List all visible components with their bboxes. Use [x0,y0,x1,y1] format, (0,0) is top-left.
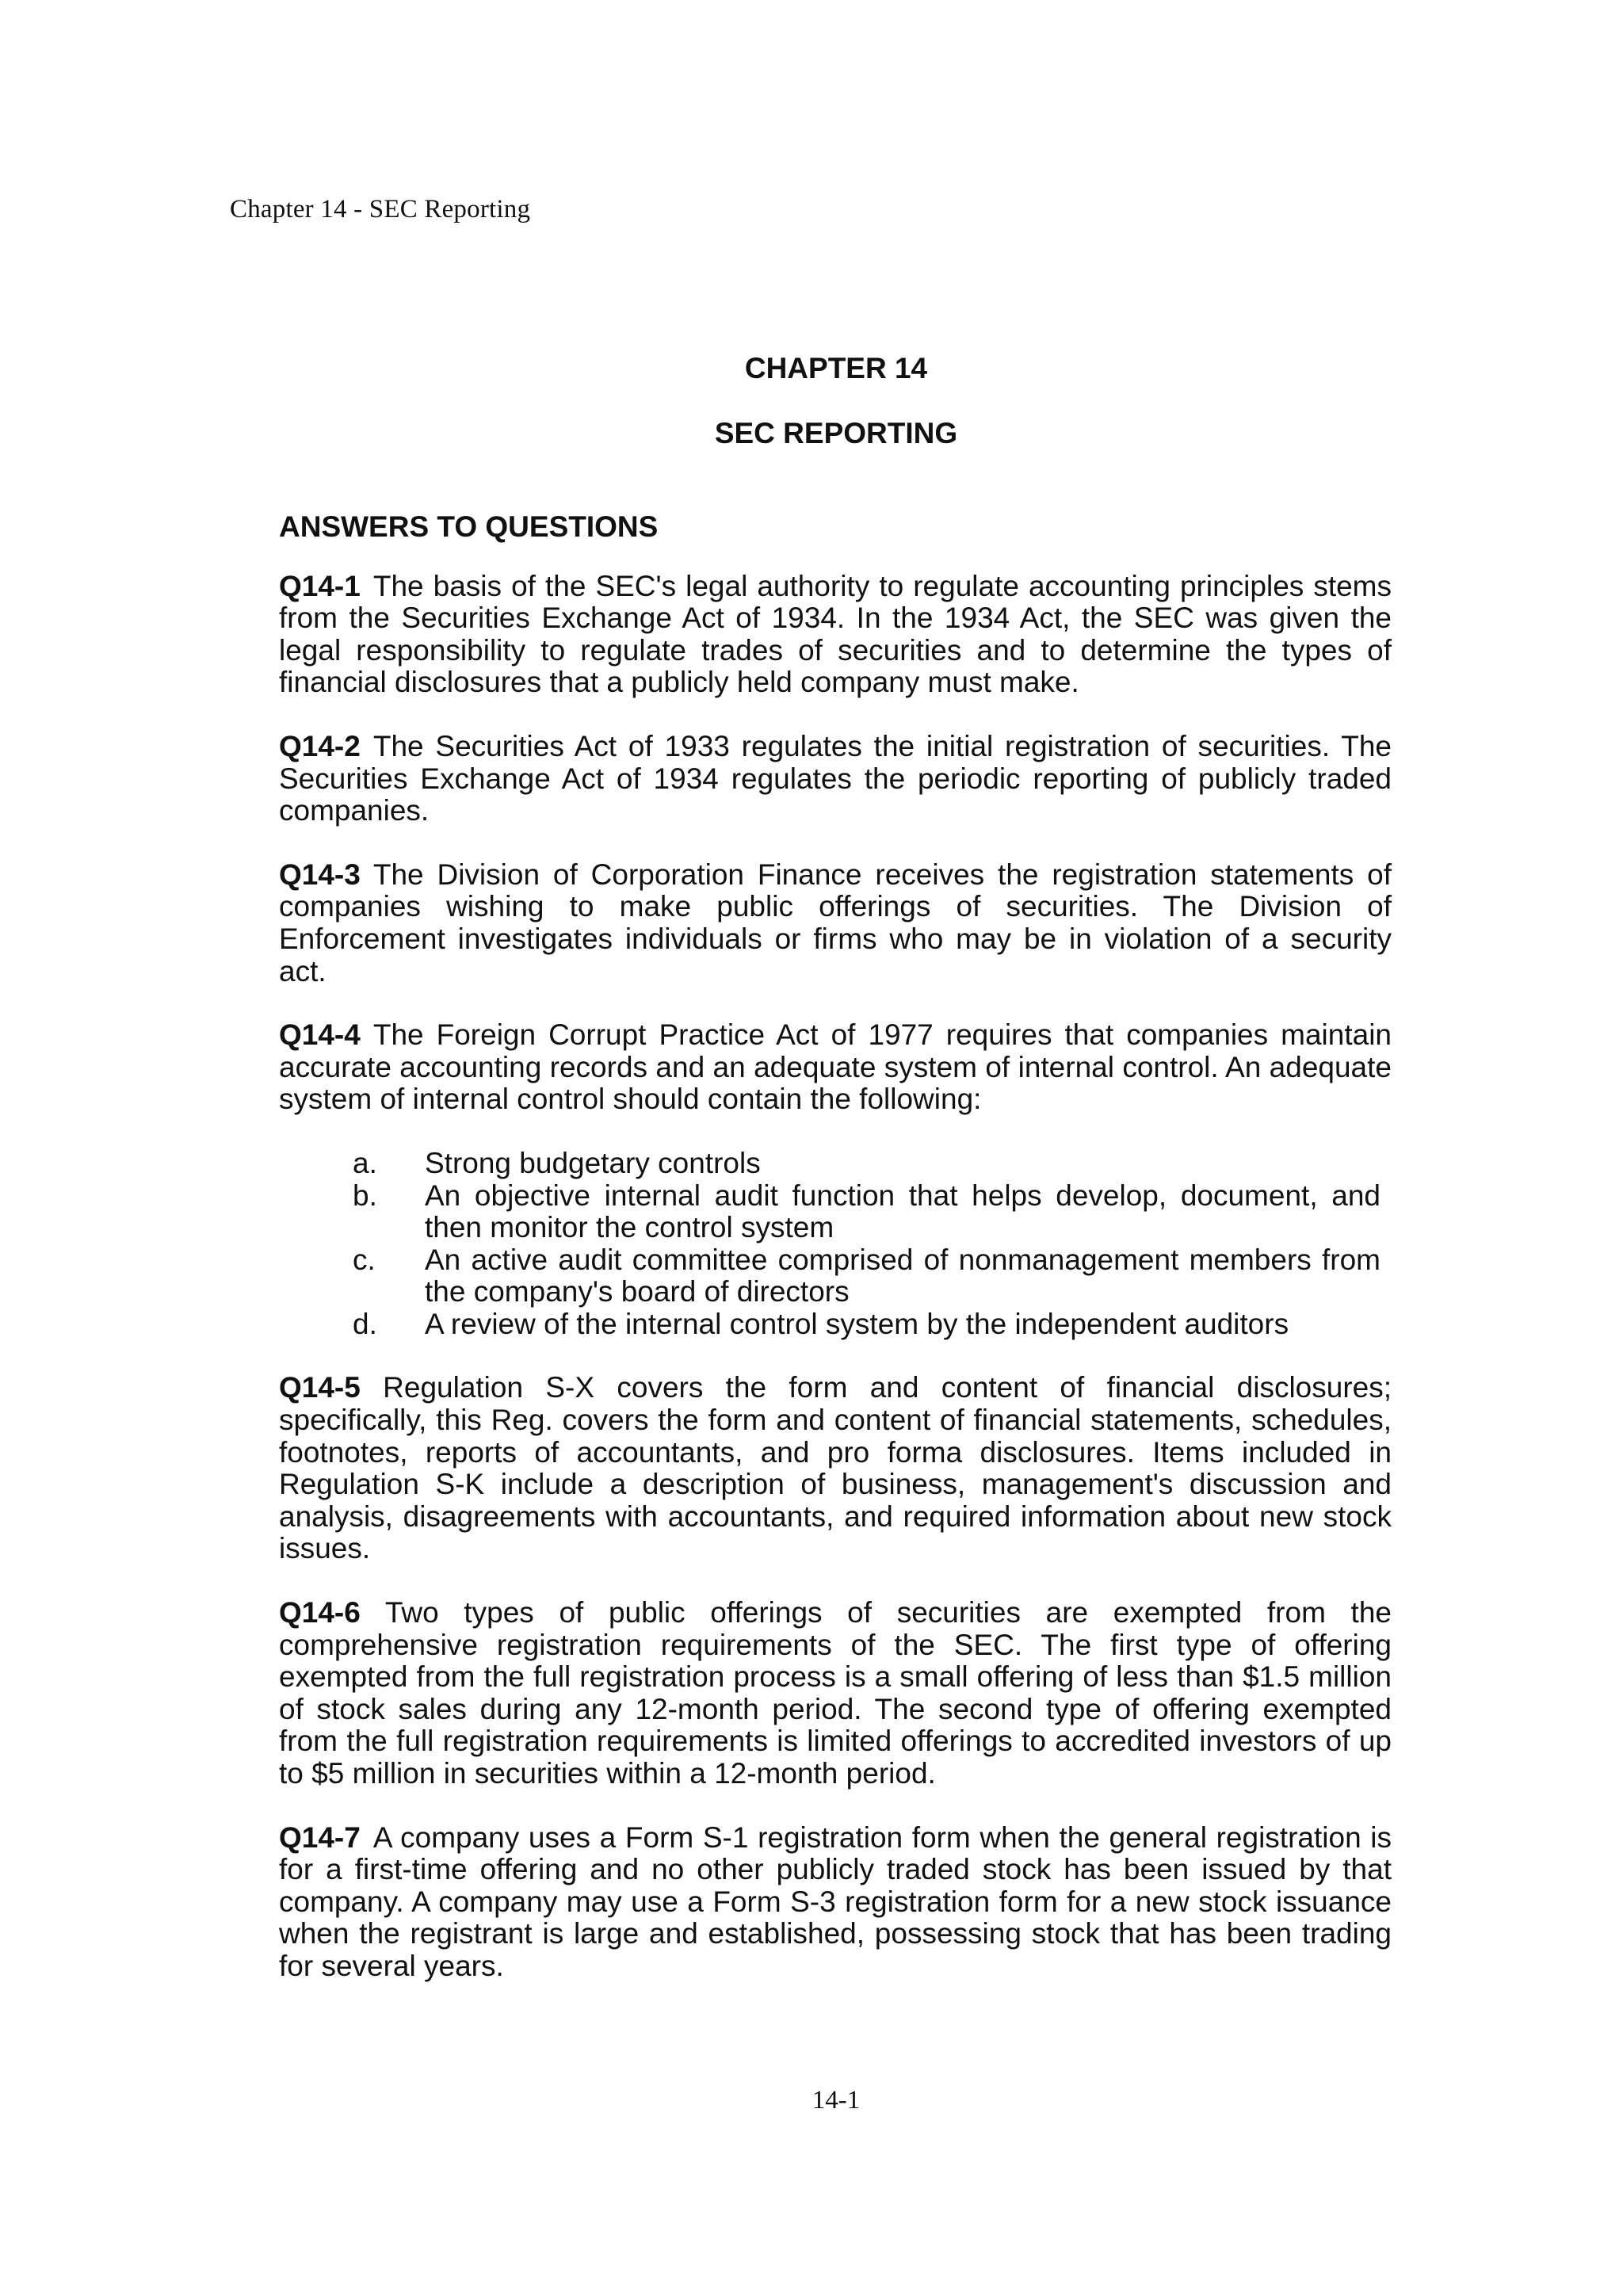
answer-q14-7 [279,1822,1392,1983]
answer-text: The Foreign Corrupt Practice Act of 1977 requires that companies maintain accurate accounting records and an adequate system of internal control. An adequate system of internal control should contain the following: [279,1018,1392,1116]
answer-text: A company uses a Form S-1 registration form when the general registration is for a first-time offering and no other publicly traded stock has been issued by that company. A company may use a Form S-3 registration form for a new stock issuance when the registrant is large and established, possessing stock that has been trading for several years. [279,1820,1392,1982]
chapter-title: CHAPTER 14 [744,352,928,384]
list-item-text: An objective internal audit function that helps develop, document, and then monitor the control system [425,1179,1381,1244]
list-item [279,1308,1381,1341]
answer-q14-6 [279,1597,1392,1790]
list-item-letter: c. [353,1243,376,1276]
answer-text: Two types of public offerings of securities are exempted from the comprehensive registration requirements of the SEC. The first type of offering exempted from the full registration process is a small offering of less than $1.5 million of stock sales during any 12-month period. The second type of offering exempted from the full registration requirements is limited offerings to accredited investors of up to $5 million in securities within a 12-month period. [279,1596,1392,1790]
answer-text: The basis of the SEC's legal authority to regulate accounting principles stems from the Securities Exchange Act of 1934. In the 1934 Act, the SEC was given the legal responsibility to regulate trades of securities and to determine the types of financial disclosures that a publicly held company must make. [279,569,1392,699]
answer-q14-5 [279,1372,1392,1565]
answer-q14-1 [279,571,1392,699]
list-item-letter: d. [353,1307,377,1340]
answer-text: The Division of Corporation Finance receives the registration statements of companies wishing to make public offerings of securities. The Division of Enforcement investigates individuals or firms who may be in violation of a security act. [279,858,1392,988]
list-item-letter: a. [353,1146,377,1179]
list-item [279,1180,1381,1244]
answer-q14-3 [279,859,1392,988]
list-item-text: Strong budgetary controls [425,1146,761,1179]
question-label: Q14-1 [279,569,361,602]
running-header: Chapter 14 - SEC Reporting [230,195,531,223]
question-label: Q14-6 [279,1596,361,1629]
question-label: Q14-3 [279,858,361,891]
question-label: Q14-4 [279,1018,361,1052]
answer-q14-4 [279,1019,1392,1116]
section-heading: ANSWERS TO QUESTIONS [279,510,659,543]
answer-text: Regulation S-X covers the form and content of financial disclosures; specifically, this Reg. covers the form and content of financial statements, schedules, footnotes, reports of accountants, and pro forma disclosures. Items included in Regulation S-K include a description of business, management's discussion and analysis, disagreements with accountants, and required information about new stock issues. [279,1371,1392,1565]
list-item-letter: b. [353,1179,377,1212]
page-number: 14-1 [812,2086,861,2115]
question-label: Q14-2 [279,729,361,762]
list-item [279,1148,1381,1180]
list-item [279,1244,1381,1308]
question-label: Q14-7 [279,1820,361,1854]
question-label: Q14-5 [279,1371,361,1404]
internal-control-list [279,1148,1392,1341]
answer-q14-2 [279,731,1392,827]
chapter-subtitle: SEC REPORTING [714,417,958,449]
list-item-text: A review of the internal control system by the independent auditors [425,1307,1289,1340]
list-item-text: An active audit committee comprised of nonmanagement members from the company's board of directors [425,1243,1381,1308]
document-body [279,511,1392,2015]
answer-text: The Securities Act of 1933 regulates the initial registration of securities. The Securities Exchange Act of 1934 regulates the periodic reporting of publicly traded companies. [279,729,1392,827]
